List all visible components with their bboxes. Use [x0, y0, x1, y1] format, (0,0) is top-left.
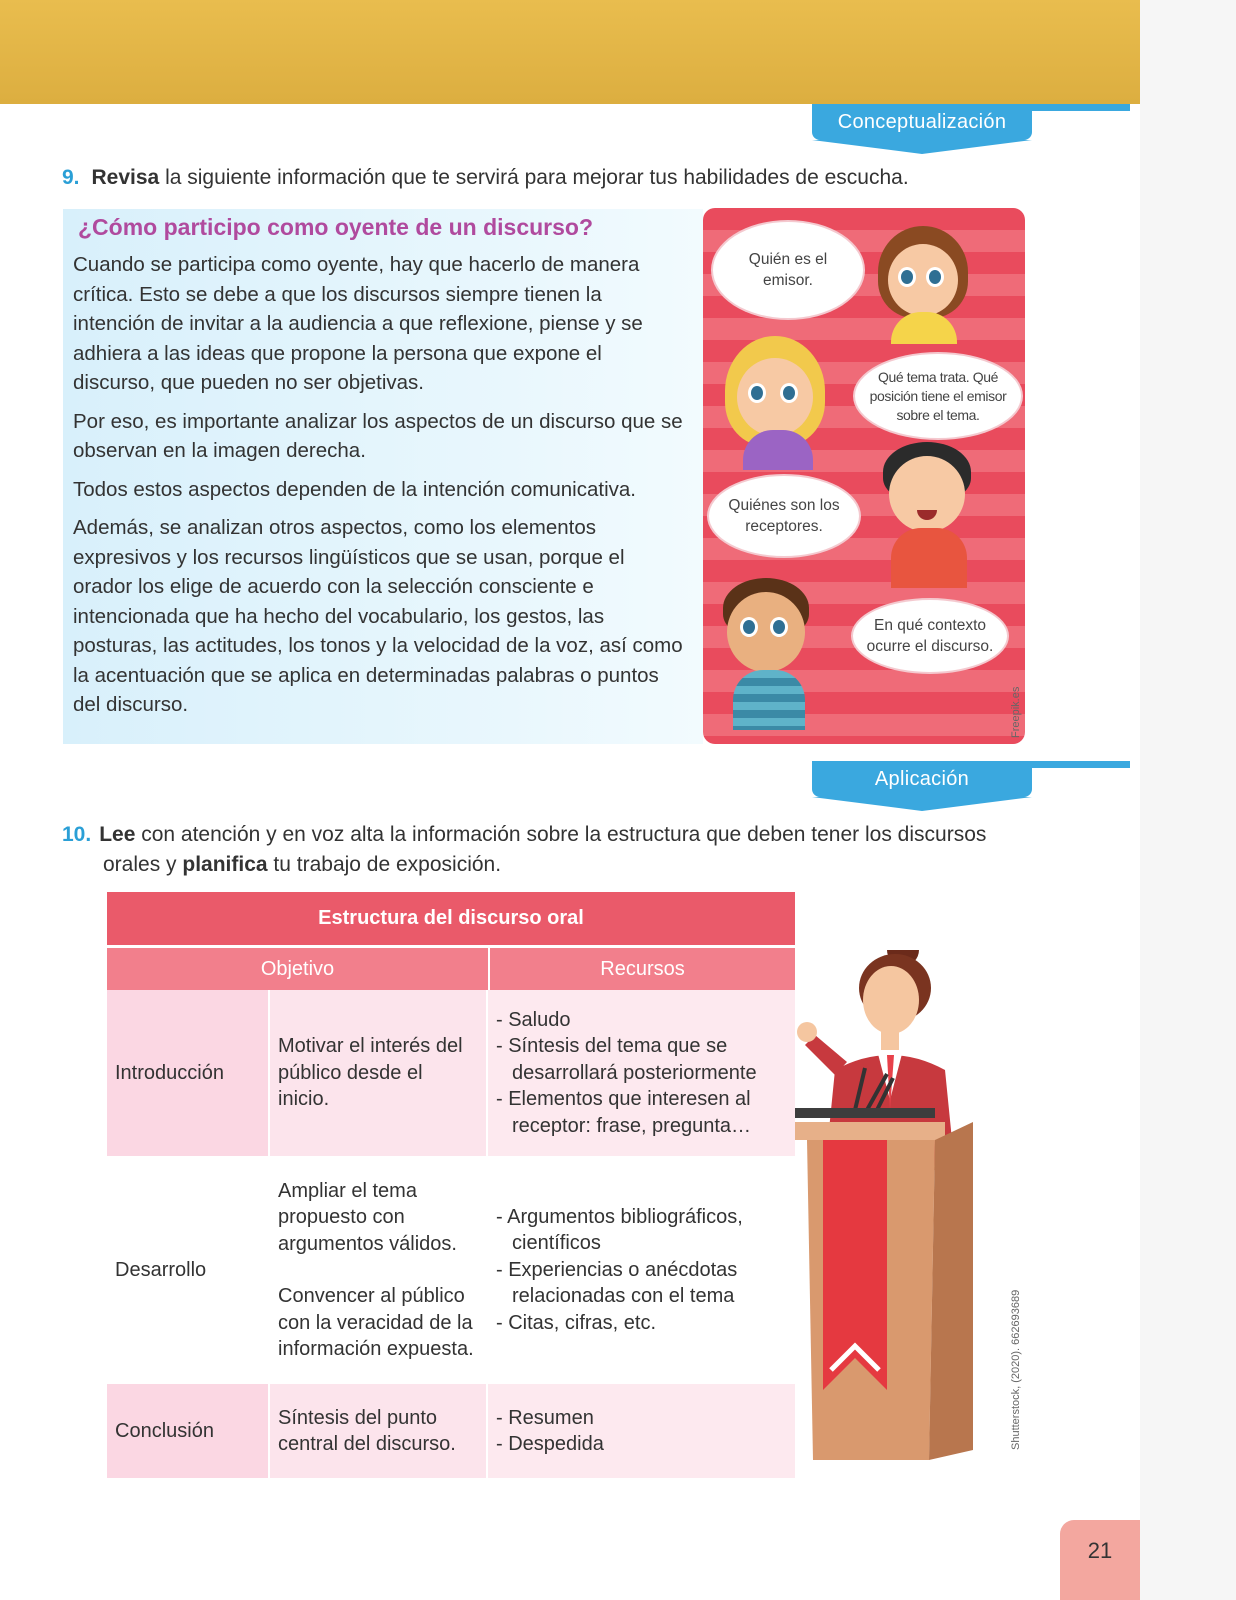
tab-aplicacion	[812, 761, 1032, 797]
table-cell-objetivo: Motivar el interés del público desde el inicio.	[270, 990, 488, 1156]
info-paragraph-1: Cuando se participa como oyente, hay que hacerlo de manera crítica. Esto se debe a que los discursos siempre tienen la intención de invitar a la audiencia a que reflexione, piense y se adhiera a las ideas que propone la persona que expone el discurso, que pueden no ser objetivas.	[73, 253, 643, 394]
illustration-credit: Freepik.es	[1010, 686, 1022, 738]
resource-item: - Saludo	[496, 1008, 571, 1031]
resource-item: - Experiencias o anécdotas relacionadas con el tema	[496, 1258, 738, 1308]
table-header-objetivo: Objetivo	[107, 948, 490, 990]
podium-banner-icon	[823, 1140, 887, 1390]
boy-body-icon	[891, 528, 967, 588]
tab-conceptualizacion	[812, 104, 1032, 140]
question-9-number: 9.	[62, 166, 80, 189]
table-cell-part: Conclusión	[107, 1384, 270, 1478]
table-cell-recursos	[488, 1159, 795, 1381]
children-illustration	[703, 208, 1025, 744]
question-10-text-2b: tu trabajo de exposición.	[267, 853, 502, 876]
objetivo-text-b: Convencer al público con la veracidad de la información expuesta.	[278, 1285, 474, 1360]
info-text	[73, 250, 683, 729]
table-cell-objetivo: Síntesis del punto central del discurso.	[270, 1384, 488, 1478]
table-header-recursos: Recursos	[600, 957, 685, 980]
table-cell-recursos	[488, 990, 795, 1156]
boy-face-icon	[889, 456, 965, 532]
question-9-text: la siguiente información que te servirá para mejorar tus habilidades de escucha.	[159, 166, 909, 189]
question-9	[62, 163, 909, 193]
boy2-face-icon	[727, 592, 805, 672]
table-row	[107, 990, 795, 1159]
speech-bubble-contexto: En qué contexto ocurre el discurso.	[853, 600, 1007, 672]
question-10	[62, 820, 1042, 880]
question-9-verb: Revisa	[91, 166, 160, 189]
table-title: Estructura del discurso oral	[107, 892, 795, 948]
blonde-girl-face-icon	[737, 358, 813, 436]
question-10-number: 10.	[62, 823, 92, 846]
question-10-text-2a: orales y	[103, 853, 183, 876]
question-10-text-1: con atención y en voz alta la información sobre la estructura que deben tener los discursos	[135, 823, 987, 846]
question-10-verb-1: Lee	[99, 823, 136, 846]
girl-face-icon	[888, 244, 958, 316]
page-number: 21	[1060, 1520, 1140, 1600]
resource-item: - Síntesis del tema que se desarrollará posteriormente	[496, 1035, 757, 1084]
resource-item: - Citas, cifras, etc.	[496, 1311, 657, 1334]
table-row	[107, 1384, 795, 1478]
girl-body-icon	[891, 312, 957, 344]
table-cell-part: Desarrollo	[107, 1159, 270, 1381]
structure-table	[107, 892, 795, 1478]
info-paragraph-4: Además, se analizan otros aspectos, como los elementos expresivos y los recursos lingüísticos que se usan, porque el orador los elige de acuerdo con la selección consciente e intencionada que ha hecho del vocabulario, los gestos, las posturas, las actitudes, los tonos y la velocidad de la voz, así como la acentuación que se aplica en determinadas palabras o puntos del discurso.	[73, 516, 683, 716]
resource-item: - Argumentos bibliográficos, científicos	[496, 1205, 743, 1255]
resource-item: - Resumen	[496, 1406, 594, 1429]
speaker-face-icon	[863, 966, 919, 1034]
info-title: ¿Cómo participo como oyente de un discurso?	[78, 214, 593, 240]
tab-aplicacion-label: Aplicación	[874, 767, 970, 790]
speaker-podium-illustration	[795, 950, 1020, 1460]
question-10-verb-2: planifica	[182, 853, 268, 876]
boy2-body-icon	[733, 670, 805, 730]
speech-bubble-emisor: Quién es el emisor.	[713, 222, 863, 318]
resource-item: - Elementos que interesen al receptor: frase, pregunta…	[496, 1088, 752, 1137]
objetivo-text-a: Ampliar el tema propuesto con argumentos válidos.	[278, 1179, 457, 1255]
table-header-row	[107, 948, 795, 990]
resource-item: - Despedida	[496, 1433, 604, 1455]
table-cell-part: Introducción	[107, 990, 270, 1156]
info-paragraph-3: Todos estos aspectos dependen de la intención comunicativa.	[73, 477, 636, 501]
speaker-hand-icon	[797, 1022, 817, 1042]
table-cell-objetivo	[270, 1159, 488, 1381]
podium-credit: Shutterstock, (2020). 662693689	[1010, 1289, 1022, 1450]
table-cell-recursos	[488, 1384, 795, 1478]
tab-conceptualizacion-label: Conceptualización	[837, 110, 1007, 133]
speech-bubble-receptores: Quiénes son los receptores.	[709, 476, 859, 556]
page-edge	[1140, 0, 1236, 1600]
info-paragraph-2: Por eso, es importante analizar los aspectos de un discurso que se observan en la imagen derecha.	[73, 409, 683, 462]
table-row	[107, 1159, 795, 1384]
speech-bubble-tema: Qué tema trata. Qué posición tiene el emisor sobre el tema.	[855, 354, 1021, 438]
header-band	[0, 0, 1140, 104]
